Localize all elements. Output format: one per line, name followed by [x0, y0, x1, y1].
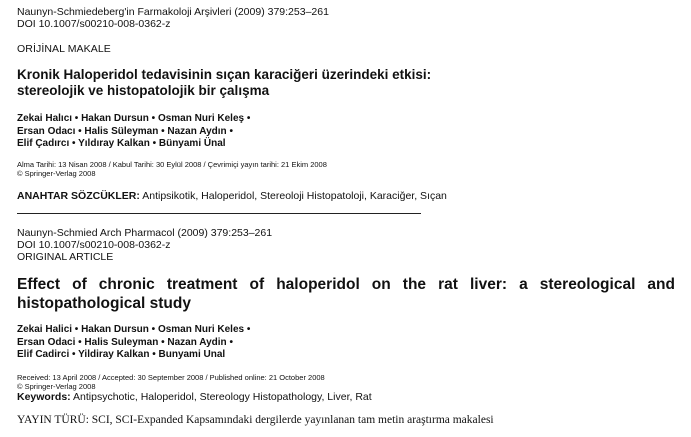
en-keywords-text: Antipsychotic, Haloperidol, Stereology Histopathology, Liver, Rat [70, 391, 372, 403]
publication-type-note: YAYIN TÜRÜ: SCI, SCI-Expanded Kapsamındaki dergilerde yayınlanan tam metin araştırma makalesi [17, 414, 494, 426]
tr-authors-line-2: Ersan Odacı • Halis Süleyman • Nazan Aydın • [17, 125, 233, 137]
en-authors-line-2: Ersan Odaci • Halis Suleyman • Nazan Aydin • [17, 336, 233, 348]
en-authors-line-1: Zekai Halici • Hakan Dursun • Osman Nuri Keles • [17, 324, 251, 335]
en-article-type: ORIGINAL ARTICLE [17, 251, 114, 263]
en-title-line-2: histopathological study [17, 295, 191, 312]
tr-authors-line-3: Elif Çadırcı • Yıldıray Kalkan • Bünyami Ünal [17, 138, 226, 149]
tr-keywords [17, 190, 447, 202]
en-doi: DOI 10.1007/s00210-008-0362-z [17, 239, 171, 251]
tr-journal-line: Naunyn-Schmiedeberg'in Farmakoloji Arşivleri (2009) 379:253–261 [17, 6, 329, 18]
tr-keywords-label: ANAHTAR SÖZCÜKLER: [17, 190, 140, 202]
tr-article-type: ORİJİNAL MAKALE [17, 43, 111, 55]
tr-title-line-2: stereolojik ve histopatolojik bir çalışma [17, 83, 270, 98]
tr-keywords-text: Antipsikotik, Haloperidol, Stereoloji Histopatoloji, Karaciğer, Sıçan [139, 190, 447, 202]
tr-authors-line-1: Zekai Halıcı • Hakan Dursun • Osman Nuri Keleş • [17, 113, 251, 124]
en-keywords [17, 391, 372, 403]
en-copyright: © Springer-Verlag 2008 [17, 382, 96, 391]
en-keywords-label: Keywords: [17, 391, 71, 403]
en-title-line-1: Effect of chronic treatment of haloperidol on the rat liver: a stereological and [17, 276, 675, 293]
en-journal-line: Naunyn-Schmied Arch Pharmacol (2009) 379:253–261 [17, 227, 273, 239]
tr-doi: DOI 10.1007/s00210-008-0362-z [17, 18, 171, 30]
en-dates: Received: 13 April 2008 / Accepted: 30 September 2008 / Published online: 21 October 2008 [17, 373, 325, 382]
section-divider [17, 213, 421, 214]
tr-dates: Alma Tarihi: 13 Nisan 2008 / Kabul Tarihi: 30 Eylül 2008 / Çevrimiçi yayın tarihi: 21 Ekim 2008 [17, 160, 327, 169]
tr-title-line-1: Kronik Haloperidol tedavisinin sıçan karaciğeri üzerindeki etkisi: [17, 67, 432, 82]
tr-copyright: © Springer-Verlag 2008 [17, 169, 96, 178]
en-authors-line-3: Elif Cadirci • Yildiray Kalkan • Bunyami Unal [17, 349, 226, 360]
